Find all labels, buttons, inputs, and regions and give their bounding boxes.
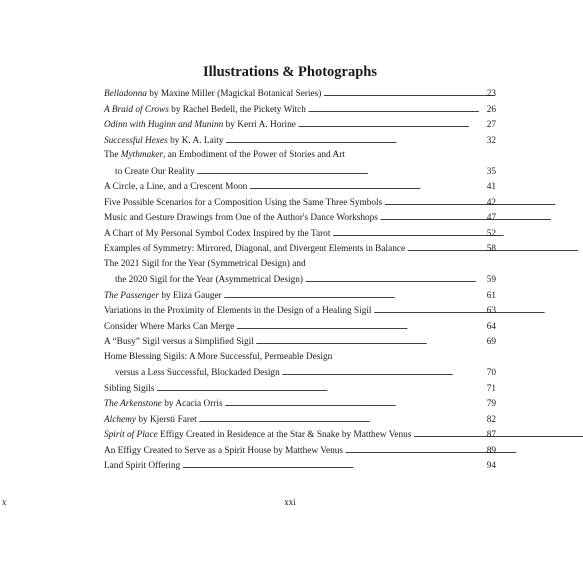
entry-text: Sibling Sigils	[104, 383, 155, 394]
toc-entry	[104, 427, 496, 443]
entry-italic-title: Odinn with Huginn and Muninn	[104, 120, 224, 130]
entry-italic-title: Successful Hexes	[104, 135, 168, 146]
toc-entry	[104, 195, 496, 211]
entry-label	[104, 459, 180, 475]
page-number: 23	[486, 89, 496, 99]
dot-leader	[249, 179, 482, 195]
entry-italic-title: Alchemy	[104, 414, 137, 425]
entry-text: Land Spirit Offering	[104, 461, 181, 471]
entry-label	[104, 87, 321, 103]
page-number: 61	[486, 290, 496, 301]
entry-italic-title: Belladonna	[104, 89, 147, 99]
toc-entry	[104, 319, 496, 335]
toc-entry	[104, 334, 496, 350]
entry-text: versus a Less Successful, Blockaded Design	[115, 368, 280, 378]
dot-leader	[380, 210, 482, 226]
page-number: 42	[486, 197, 496, 208]
dot-leader	[413, 427, 482, 443]
entry-label	[104, 227, 330, 243]
entry-label	[104, 211, 378, 227]
toc-entry	[104, 179, 496, 195]
entry-label	[104, 118, 296, 134]
dot-leader	[374, 303, 482, 319]
dot-leader	[305, 272, 482, 288]
toc-entry	[104, 257, 496, 273]
toc-entry	[104, 272, 496, 288]
dot-leader	[226, 133, 482, 149]
entry-italic-title: A Braid of Crows	[104, 104, 169, 115]
entry-text: An Effigy Created to Serve as a Spirit House by Matthew Venus	[104, 445, 344, 456]
toc-entry	[104, 241, 496, 257]
folio-left: x	[2, 497, 7, 507]
entry-text: to Create Our Reality	[115, 166, 195, 177]
page-number: 79	[486, 399, 496, 409]
page-number: 63	[486, 306, 496, 316]
entry-text: Music and Gesture Drawings from One of the Author's Dance Workshops	[104, 213, 378, 223]
toc-entry	[104, 381, 496, 397]
page-number: 59	[486, 275, 496, 285]
entry-label	[104, 257, 306, 273]
entry-label	[104, 304, 372, 320]
page-number: 87	[486, 430, 496, 440]
dot-leader	[199, 412, 482, 428]
dot-leader	[182, 458, 482, 474]
entry-text: Effigy Created in Residence at the Star & Snake by Matthew Venus	[157, 430, 412, 440]
entry-text: by Maxine Miller (Magickal Botanical Series)	[146, 89, 322, 99]
toc-entry	[104, 350, 496, 366]
entry-text: by Rachel Bedell, the Pickety Witch	[168, 104, 306, 115]
entry-label	[104, 180, 247, 196]
page-number: 26	[486, 104, 496, 115]
dot-leader	[156, 381, 482, 397]
entry-label	[104, 382, 154, 398]
entry-text: by Kjersti Faret	[136, 414, 197, 425]
entry-text: Examples of Symmetry: Mirrored, Diagonal, and Divergent Elements in Balance	[104, 244, 406, 254]
entry-label	[104, 103, 306, 119]
entry-text: Five Possible Scenarios for a Composition Using the Same Three Symbols	[104, 197, 383, 208]
toc-entry	[104, 396, 496, 412]
folio-center: xxi	[284, 497, 296, 507]
toc-entry	[104, 148, 496, 164]
page-number: 70	[486, 368, 496, 378]
entry-label	[104, 242, 405, 258]
entry-text: A Chart of My Personal Symbol Codex Inspired by the Tarot	[104, 228, 331, 239]
page-number: 69	[486, 337, 496, 347]
entry-text: by K. A. Laity	[167, 135, 224, 146]
entry-text: by Eliza Gauger	[159, 290, 222, 301]
entry-text: by Kerri A. Horine	[223, 120, 296, 130]
entry-label	[104, 444, 343, 460]
page-number: 41	[486, 182, 496, 192]
page-number: 47	[486, 213, 496, 223]
entry-label	[104, 134, 224, 150]
entry-italic-title: Mythmaker	[120, 150, 164, 160]
page-title: Illustrations & Photographs	[202, 64, 378, 80]
toc-entry	[104, 288, 496, 304]
entry-text: Consider Where Marks Can Merge	[104, 321, 235, 332]
entry-text: , an Embodiment of the Power of Stories and Art	[163, 150, 345, 160]
entry-text: The	[104, 150, 121, 160]
dot-leader	[225, 396, 482, 412]
dot-leader	[236, 319, 482, 335]
entry-label	[104, 413, 197, 429]
dot-leader	[282, 365, 482, 381]
page-number: 94	[486, 461, 496, 471]
entry-italic-title: The Arkenstone	[104, 399, 162, 409]
page-number: 82	[486, 414, 496, 425]
entry-italic-title: The Passenger	[104, 290, 160, 301]
entry-text: A Circle, a Line, and a Crescent Moon	[104, 182, 248, 192]
page-number: 89	[486, 445, 496, 456]
entry-text: by Acacia Orris	[161, 399, 223, 409]
entry-italic-title: Spirit of Place	[104, 430, 158, 440]
page-number: 71	[486, 383, 496, 394]
dot-leader	[308, 102, 482, 118]
dot-leader	[298, 117, 482, 133]
entry-label	[104, 428, 411, 444]
toc-entry	[104, 226, 496, 242]
entry-text: The 2021 Sigil for the Year (Symmetrical Design) and	[104, 258, 306, 269]
toc-entry	[104, 117, 496, 133]
page-number: 27	[486, 120, 496, 130]
toc-entry	[104, 133, 496, 149]
toc-entry	[104, 412, 496, 428]
entry-label	[104, 397, 223, 413]
entry-text: A “Busy” Sigil versus a Simplified Sigil	[104, 337, 254, 347]
toc-entry	[104, 210, 496, 226]
dot-leader	[256, 334, 482, 350]
entry-label	[104, 320, 234, 336]
toc-entry	[104, 102, 496, 118]
entry-text: Home Blessing Sigils: A More Successful, Permeable Design	[104, 351, 333, 362]
dot-leader	[323, 86, 482, 102]
page-number: 58	[486, 244, 496, 254]
toc-entry	[104, 164, 496, 180]
toc-entry	[104, 86, 496, 102]
page-number: 32	[486, 135, 496, 146]
page-number: 52	[486, 228, 496, 239]
dot-leader	[332, 226, 482, 242]
dot-leader	[407, 241, 482, 257]
entry-text: Variations in the Proximity of Elements in the Design of a Healing Sigil	[104, 306, 372, 316]
entry-label	[104, 289, 222, 305]
entry-label	[104, 335, 254, 351]
dot-leader	[345, 443, 482, 459]
entry-label	[115, 165, 195, 181]
page-number: 35	[486, 166, 496, 177]
entry-label	[115, 366, 280, 382]
entry-label	[104, 148, 345, 164]
toc-entry	[104, 365, 496, 381]
dot-leader	[384, 195, 482, 211]
toc-entry	[104, 443, 496, 459]
page-number: 64	[486, 321, 496, 332]
entry-label	[104, 196, 382, 212]
toc-entry	[104, 303, 496, 319]
dot-leader	[197, 164, 482, 180]
illustrations-list	[104, 86, 496, 474]
entry-text: the 2020 Sigil for the Year (Asymmetrical Design)	[115, 275, 303, 285]
entry-label	[115, 273, 303, 289]
entry-label	[104, 350, 332, 366]
toc-entry	[104, 458, 496, 474]
dot-leader	[224, 288, 482, 304]
